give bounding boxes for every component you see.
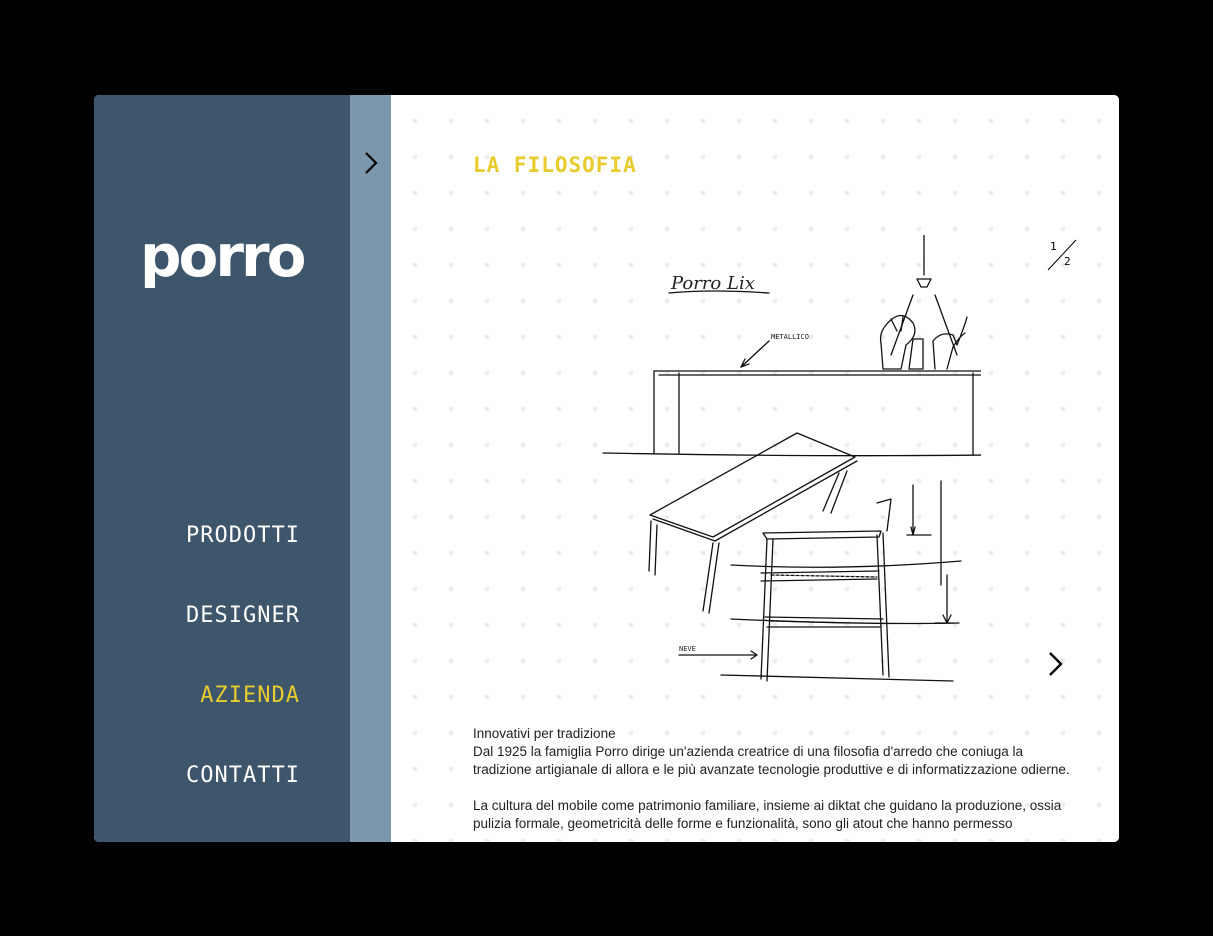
porro-logo[interactable]: porro: [140, 222, 304, 290]
nav-item-prodotti[interactable]: PRODOTTI: [186, 523, 300, 548]
furniture-sketch-image: [561, 235, 981, 695]
sketch-label-neve: NEVE: [679, 645, 696, 653]
page-title: LA FILOSOFIA: [473, 153, 637, 177]
nav-toggle-strip: [350, 95, 391, 842]
nav-item-designer[interactable]: DESIGNER: [186, 603, 300, 628]
sketch-label-metallico: METALLICO: [771, 333, 809, 341]
intro-heading: Innovativi per tradizione: [473, 726, 616, 741]
nav-item-contatti[interactable]: CONTATTI: [186, 763, 300, 788]
app-window: [94, 95, 1119, 842]
slide-counter: [1046, 238, 1078, 272]
chevron-right-icon[interactable]: [1047, 651, 1063, 677]
slide-current: 1: [1050, 240, 1057, 253]
sidebar: [94, 95, 350, 842]
content-panel: [391, 95, 1119, 842]
body-paragraph: La cultura del mobile come patrimonio familiare, insieme ai diktat che guidano la produzione, ossia pulizia formale, geometricità delle forme e funzionalità, sono gli atout che hanno permesso: [473, 798, 1062, 831]
fraction-slash-icon: [1046, 238, 1078, 272]
nav-item-azienda[interactable]: AZIENDA: [200, 683, 300, 708]
intro-paragraph: Dal 1925 la famiglia Porro dirige un'azienda creatrice di una filosofia d'arredo che coniuga la tradizione artigianale di allora e le più avanzate tecnologie produttive e di informatizzazione odierne.: [473, 744, 1070, 777]
chevron-right-icon[interactable]: [364, 151, 378, 175]
philosophy-text: [473, 725, 1073, 842]
sketch-signature: Porro Lix: [671, 273, 755, 294]
slide-total: 2: [1064, 255, 1071, 268]
